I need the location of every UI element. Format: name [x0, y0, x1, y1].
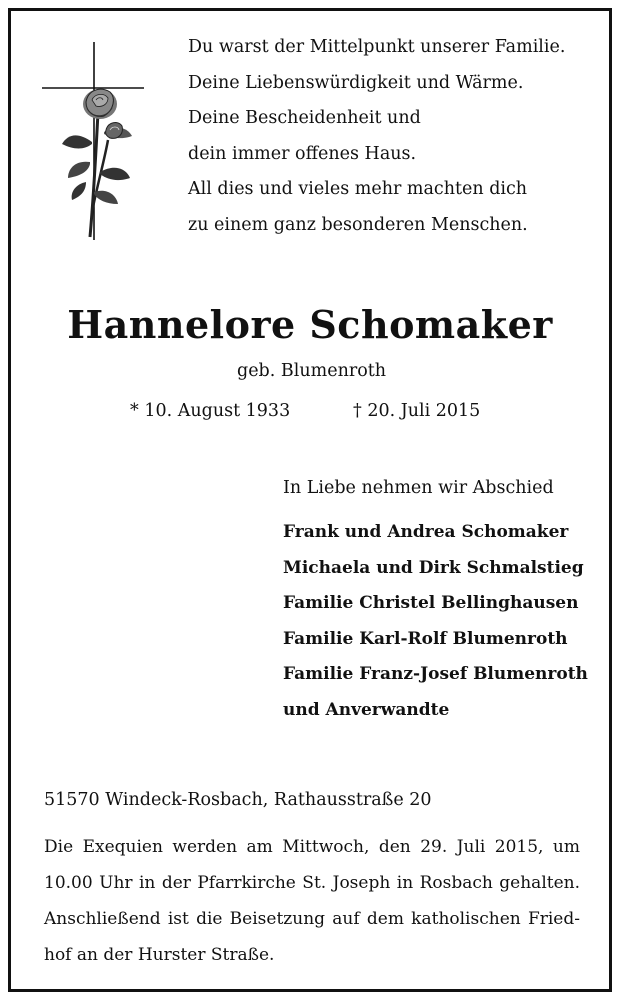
mourner-entry: Familie Franz-Josef Blumenroth	[283, 664, 588, 684]
poem-line: All dies und vieles mehr machten dich	[188, 179, 528, 199]
mourning-address: 51570 Windeck-Rosbach, Rathausstraße 20	[44, 790, 432, 810]
service-line: Anschließend ist die Beisetzung auf dem katholischen Fried-	[44, 909, 580, 929]
birth-date: * 10. August 1933	[130, 401, 291, 421]
mourners-list	[283, 515, 588, 728]
service-line: hof an der Hurster Straße.	[44, 945, 275, 965]
mourner-entry: Familie Christel Bellinghausen	[283, 593, 579, 613]
mourner-entry: Familie Karl-Rolf Blumenroth	[283, 628, 568, 649]
mourner-entry: und Anverwandte	[283, 699, 450, 720]
poem-line: Deine Liebenswürdigkeit und Wärme.	[188, 72, 524, 93]
service-notice	[44, 829, 580, 973]
poem-line: zu einem ganz besonderen Menschen.	[188, 214, 528, 235]
poem-line: Du warst der Mittelpunkt unserer Familie.	[188, 37, 566, 57]
deceased-name: Hannelore Schomaker	[67, 302, 553, 347]
farewell-text: In Liebe nehmen wir Abschied	[283, 478, 554, 498]
service-line: 10.00 Uhr in der Pfarrkirche St. Joseph in Rosbach gehalten.	[44, 873, 580, 893]
poem-line: dein immer offenes Haus.	[188, 143, 417, 164]
poem-line: Deine Bescheidenheit und	[188, 108, 421, 128]
mourner-entry: Frank und Andrea Schomaker	[283, 522, 569, 542]
mourner-entry: Michaela und Dirk Schmalstieg	[283, 557, 584, 578]
poem	[188, 30, 565, 243]
cross-with-rose-icon	[34, 32, 144, 242]
birth-name: geb. Blumenroth	[237, 361, 387, 381]
death-date: † 20. Juli 2015	[353, 401, 481, 421]
service-line: Die Exequien werden am Mittwoch, den 29. Juli 2015, um	[44, 837, 580, 857]
